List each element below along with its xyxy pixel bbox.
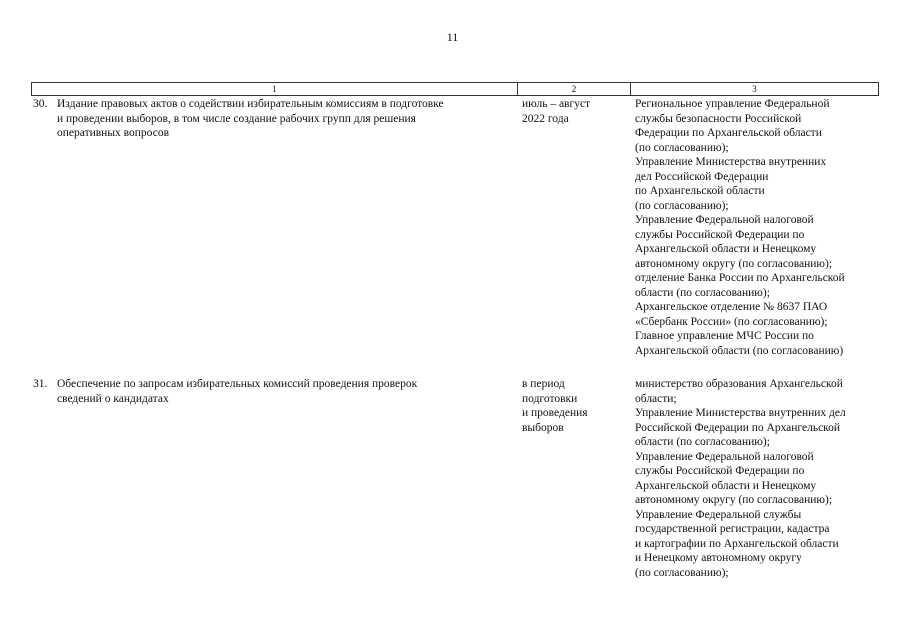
- row-organizations: Региональное управление Федеральной службы безопасности Российской Федерации по Архангельской области (по согласованию); Управление Министерства внутренних дел Российской Федерации по Архангельской области (по согласованию); Управление Федеральной налоговой службы Российской Федерации по Архангельской области и Ненецкому автономному округу (по согласованию); отделение Банка России по Архангельской области (по согласованию); Архангельское отделение № 8637 ПАО «Сбербанк России» (по согласованию); Главное управление МЧС России по Архангельской области (по согласованию): [635, 98, 845, 357]
- row-number: 30.: [33, 98, 48, 110]
- column-header-3: 3: [752, 84, 757, 94]
- row-description: Обеспечение по запросам избирательных комиссий проведения проверок сведений о кандидатах: [57, 378, 418, 405]
- row-description: Издание правовых актов о содействии избирательным комиссиям в подготовке и проведении выборов, в том числе создание рабочих групп для решения оперативных вопросов: [57, 98, 444, 139]
- row-period: в период подготовки и проведения выборов: [522, 378, 588, 434]
- column-header-1: 1: [32, 83, 518, 95]
- page-number: 11: [446, 30, 459, 44]
- row-number: 31.: [33, 378, 48, 390]
- row-period: июль – август 2022 года: [522, 98, 591, 125]
- table-column-header-row: [31, 82, 879, 96]
- row-organizations: министерство образования Архангельской области; Управление Министерства внутренних дел Российской Федерации по Архангельской области (по согласованию); Управление Федеральной налоговой службы Российской Федерации по Архангельской области и Ненецкому автономному округу (по согласованию); Управление Федеральной службы государственной регистрации, кадастра и картографии по Архангельской области и Ненецкому автономному округу (по согласованию);: [635, 378, 846, 579]
- column-header-2: 2: [518, 83, 631, 95]
